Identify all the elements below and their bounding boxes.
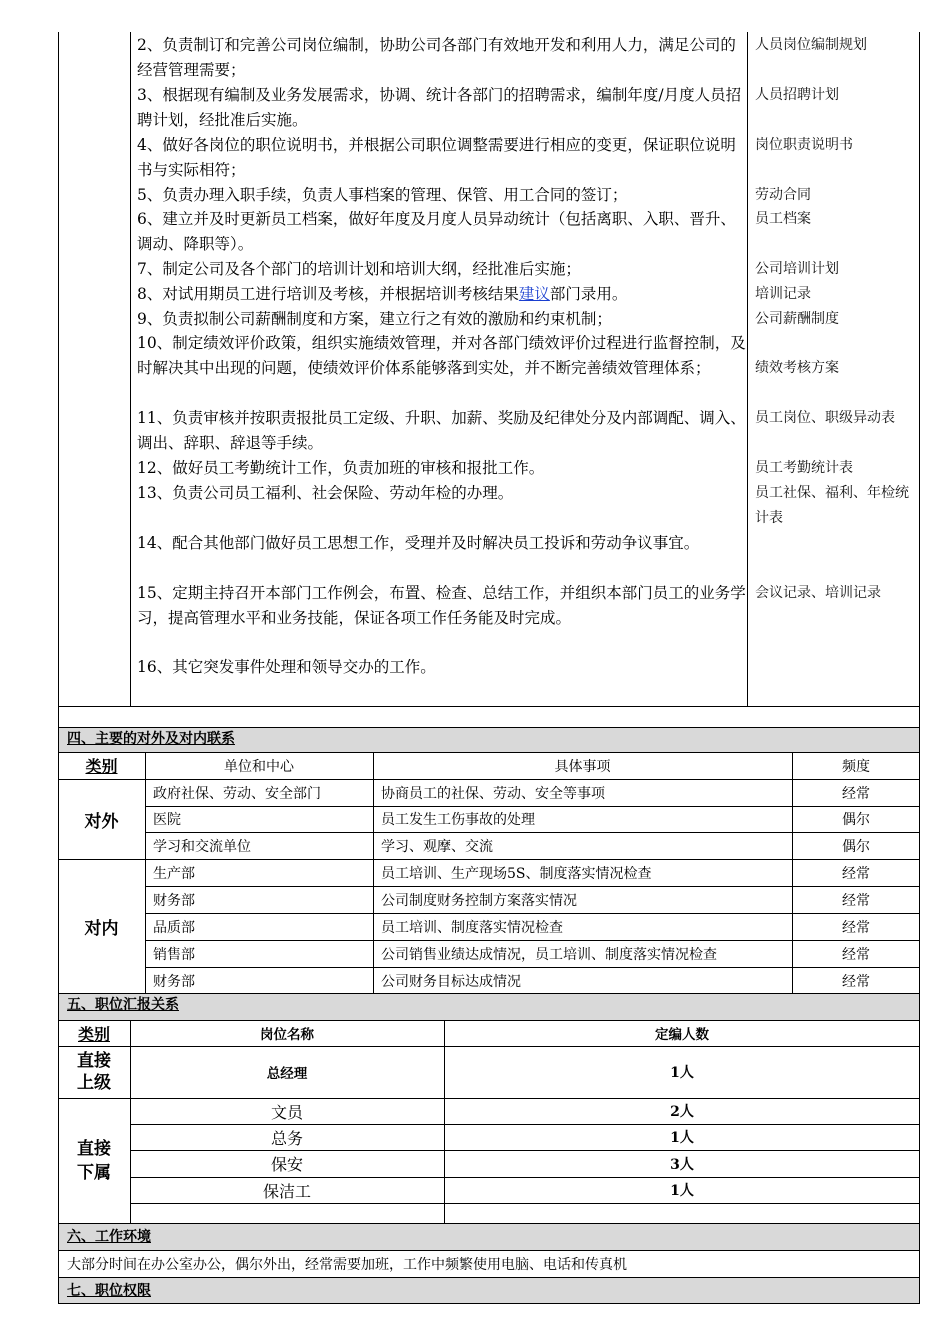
duty-5: 5、负责办理入职手续，负责人事档案的管理、保管、用工合同的签订； xyxy=(137,186,628,204)
s4-header-matter: 具体事项 xyxy=(554,758,611,775)
s4-int-matter-1: 公司制度财务控制方案落实情况 xyxy=(381,892,577,909)
s4-header-freq: 频度 xyxy=(842,758,870,775)
s4-external-label: 对外 xyxy=(84,811,119,832)
s4-ext-freq-0: 经常 xyxy=(842,785,870,802)
duty-8 xyxy=(137,282,747,307)
duty-10: 10、制定绩效评价政策，组织实施绩效管理，并对各部门绩效评价过程进行监督控制，及时解决其中出现的问题，使绩效评价体系能够落到实处，并不断完善绩效管理体系； xyxy=(137,334,746,377)
duty-8-text-b: 部门录用。 xyxy=(549,285,628,303)
duty-8-text-a: 8、对试用期员工进行培训及考核，并根据培训考核结果 xyxy=(137,285,519,303)
doc-9: 公司薪酬制度 xyxy=(755,311,839,327)
s5-superior-position: 总经理 xyxy=(266,1066,308,1082)
section-4-title: 四、主要的对外及对内联系 xyxy=(58,727,920,752)
s4-int-unit-3: 销售部 xyxy=(153,946,195,963)
s4-ext-freq-1: 偶尔 xyxy=(842,812,870,828)
section-6-title: 六、工作环境 xyxy=(58,1223,920,1250)
s5-header-category: 类别 xyxy=(77,1024,110,1044)
duty-13: 13、负责公司员工福利、社会保险、劳动年检的办理。 xyxy=(137,484,514,502)
spacer-row xyxy=(58,706,920,727)
s5-sub-headcount-0: 2人 xyxy=(670,1104,694,1120)
s4-header-unit: 单位和中心 xyxy=(224,758,294,775)
s4-ext-unit-0: 政府社保、劳动、安全部门 xyxy=(153,785,321,802)
s5-header-position: 岗位名称 xyxy=(260,1027,314,1043)
s5-superior-headcount: 1人 xyxy=(670,1065,694,1081)
duty-7: 7、制定公司及各个部门的培训计划和培训大纲，经批准后实施； xyxy=(137,260,581,278)
doc-4: 岗位职责说明书 xyxy=(755,137,853,153)
s4-int-freq-2: 经常 xyxy=(842,919,870,936)
s5-sub-label-2: 下属 xyxy=(77,1163,111,1183)
s5-sub-label xyxy=(58,1137,130,1185)
s4-internal-label: 对内 xyxy=(84,919,119,939)
doc-2: 人员岗位编制规划 xyxy=(755,37,867,53)
doc-5: 劳动合同 xyxy=(755,187,811,203)
doc-8: 培训记录 xyxy=(755,286,811,302)
s5-sub-headcount-2: 3人 xyxy=(670,1156,694,1173)
s5-sub-position-2: 保安 xyxy=(270,1155,303,1174)
duty-14: 14、配合其他部门做好员工思想工作，受理并及时解决员工投诉和劳动争议事宜。 xyxy=(137,534,700,552)
duty-11: 11、负责审核并按职责报批员工定级、升职、加薪、奖励及纪律处分及内部调配、调入、调出、辞职、辞退等手续。 xyxy=(137,409,746,452)
s5-sub-position-0: 文员 xyxy=(270,1102,303,1122)
doc-3: 人员招聘计划 xyxy=(755,87,839,103)
duty-2: 2、负责制订和完善公司岗位编制，协助公司各部门有效地开发和利用人力，满足公司的经营管理需要； xyxy=(137,36,736,79)
s5-sub-label-1: 直接 xyxy=(77,1139,111,1159)
doc-10: 绩效考核方案 xyxy=(755,360,839,376)
s4-ext-unit-1: 医院 xyxy=(153,812,181,828)
s4-int-matter-0: 员工培训、生产现场5S、制度落实情况检查 xyxy=(381,865,652,882)
s4-ext-matter-0: 协商员工的社保、劳动、安全等事项 xyxy=(381,785,605,802)
s4-int-unit-1: 财务部 xyxy=(153,892,195,909)
s4-header-category: 类别 xyxy=(85,757,118,776)
duty-9: 9、负责拟制公司薪酬制度和方案，建立行之有效的激励和约束机制； xyxy=(137,310,612,328)
duty-12: 12、做好员工考勤统计工作，负责加班的审核和报批工作。 xyxy=(137,459,545,477)
s5-sub-position-3: 保洁工 xyxy=(262,1181,311,1201)
duty-8-link[interactable]: 建议 xyxy=(518,285,550,303)
s4-ext-matter-2: 学习、观摩、交流 xyxy=(381,838,493,855)
s5-hline-s4 xyxy=(130,1203,920,1204)
s5-sub-headcount-3: 1人 xyxy=(670,1183,694,1199)
s5-superior-label xyxy=(58,1050,130,1094)
doc-7: 公司培训计划 xyxy=(755,261,839,277)
s4-ext-matter-1: 员工发生工伤事故的处理 xyxy=(381,812,535,828)
duty-6: 6、建立并及时更新员工档案，做好年度及月度人员异动统计（包括离职、入职、晋升、调动、降职等）。 xyxy=(137,210,736,253)
duties-divider-left xyxy=(130,32,131,706)
duty-3: 3、根据现有编制及业务发展需求，协调、统计各部门的招聘需求，编制年度/月度人员招聘计划，经批准后实施。 xyxy=(137,86,742,129)
s5-superior-label-1: 直接 xyxy=(77,1051,111,1071)
duty-4: 4、做好各岗位的职位说明书，并根据公司职位调整需要进行相应的变更，保证职位说明书与实际相符； xyxy=(137,136,736,179)
doc-6: 员工档案 xyxy=(755,211,811,227)
s4-int-freq-3: 经常 xyxy=(842,946,870,963)
s4-int-freq-0: 经常 xyxy=(842,865,870,882)
s4-int-matter-2: 员工培训、制度落实情况检查 xyxy=(381,919,563,936)
section-7-title: 七、职位权限 xyxy=(58,1277,920,1304)
s4-int-unit-4: 财务部 xyxy=(153,973,195,990)
s4-int-matter-3: 公司销售业绩达成情况，员工培训、制度落实情况检查 xyxy=(381,946,717,963)
doc-15: 会议记录、培训记录 xyxy=(755,585,881,601)
section-6-content: 大部分时间在办公室办公，偶尔外出，经常需要加班，工作中频繁使用电脑、电话和传真机 xyxy=(58,1250,920,1277)
s5-superior-label-2: 上级 xyxy=(77,1073,111,1093)
duty-16: 16、其它突发事件处理和领导交办的工作。 xyxy=(137,658,436,676)
s4-int-freq-4: 经常 xyxy=(842,973,870,990)
doc-12: 员工考勤统计表 xyxy=(755,460,853,476)
s5-header-headcount: 定编人数 xyxy=(655,1027,709,1043)
s4-int-unit-2: 品质部 xyxy=(153,919,195,936)
s4-int-freq-1: 经常 xyxy=(842,892,870,909)
duty-15: 15、定期主持召开本部门工作例会，布置、检查、总结工作，并组织本部门员工的业务学习，提高管理水平和业务技能，保证各项工作任务能及时完成。 xyxy=(137,584,746,627)
s4-ext-unit-2: 学习和交流单位 xyxy=(153,838,251,855)
s4-int-matter-4: 公司财务目标达成情况 xyxy=(381,973,521,990)
s4-ext-freq-2: 偶尔 xyxy=(842,838,870,855)
s5-sub-headcount-1: 1人 xyxy=(670,1130,694,1146)
duties-divider-right xyxy=(747,32,748,706)
s4-int-unit-0: 生产部 xyxy=(153,865,195,882)
s5-sub-position-1: 总务 xyxy=(270,1128,303,1148)
doc-13: 员工社保、福利、年检统计表 xyxy=(755,485,909,526)
doc-11: 员工岗位、职级异动表 xyxy=(755,410,895,426)
section-5-title: 五、职位汇报关系 xyxy=(58,994,920,1020)
